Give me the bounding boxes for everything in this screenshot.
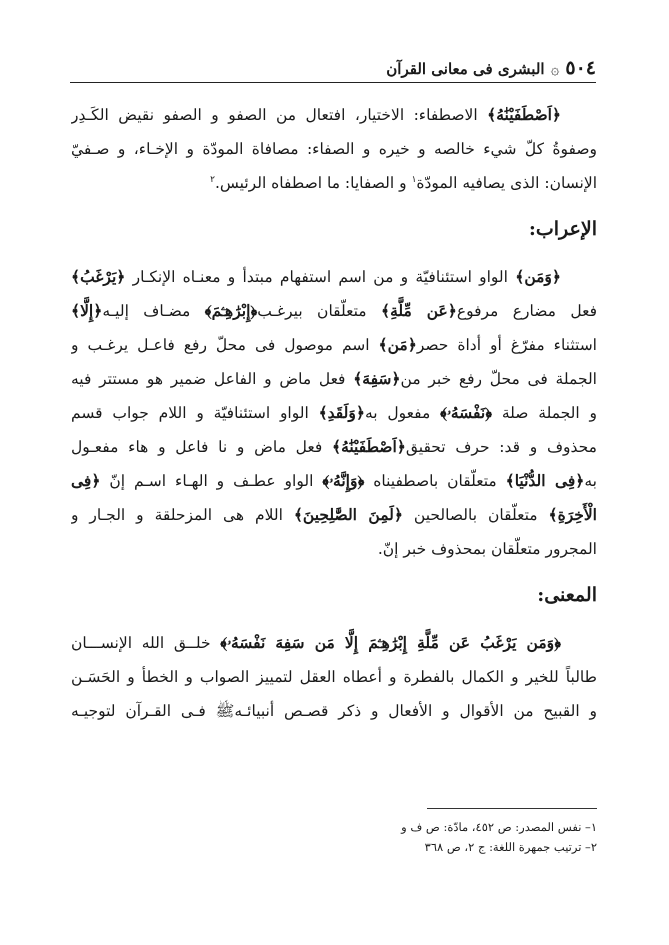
text-run: متعلّقان بيرغـب	[257, 302, 381, 320]
paragraph-line: وصفوةُ كلّ شيء خالصه و خيره و الصفاء: مصافاة المودّة و الإخـاء، و صـفيّ	[71, 140, 597, 158]
text-run: مفعول به	[364, 404, 441, 422]
quran-word: ﴿وَلَقَدِ﴾	[318, 403, 365, 422]
text-run: فعل ماض و نا فاعل و هاء مفعـول	[71, 438, 332, 456]
quran-word: ﴿إِبْرَٰهِـۧمَ﴾	[204, 301, 258, 320]
text-run: خلــق الله الإنســـان	[71, 634, 221, 652]
paragraph-line	[71, 98, 597, 132]
text-run: فعل ماض و الفاعل ضمير هو مستتر فيه	[71, 370, 354, 388]
text-run: مضـاف إليـه	[102, 302, 205, 320]
footnote-2: ٢– ترتيب جمهرة اللغة: ج ٢، ص ٣٦٨	[424, 840, 597, 854]
quran-verse: ﴿وَمَن يَرْغَبُ عَن مِّلَّةِ إِبْرَٰهِـۧمَ إِلَّا مَن سَفِهَ نَفْسَهُۥ﴾	[220, 633, 561, 652]
text-run: الإنسان: الذى يصافيه المودّة	[416, 174, 597, 192]
footnotes	[71, 808, 597, 857]
text-run: استثناء مفرّغ أو أداة حصر	[416, 336, 597, 354]
quran-word: ﴿لَمِنَ الصَّٰلِحِينَ﴾	[293, 505, 403, 524]
paragraph-line: طالباً للخير و الكمال بالفطرة و أعطاه العقل لتمييز الصواب و الخطأ و الحَسَـن	[71, 668, 597, 686]
footnote-marker: ١	[411, 174, 417, 185]
text-run: اسم موصول فى محلّ رفع فاعـل يرغـب و	[71, 336, 379, 354]
paragraph-line	[71, 626, 597, 660]
text-run: الواو عطـف و الهـاء اسـم إنّ	[100, 472, 323, 490]
text-run: متعلّقان بالصالحين	[402, 506, 549, 524]
quran-word: الْأَخِرَةِ﴾	[548, 505, 597, 524]
text-run: و الجملة صلة	[492, 404, 597, 422]
page-body	[71, 98, 597, 728]
paragraph-line	[71, 362, 597, 396]
text-run: محذوف و قد: حرف تحقيق	[405, 438, 597, 456]
text-run: متعلّقان باصطفيناه	[364, 472, 506, 490]
text-run: الاصطفاء: الاختيار، افتعال من الصفو و الصفو نقيض الكَـدِر	[71, 106, 488, 124]
quran-word: ﴿وَإِنَّهُۥ﴾	[322, 471, 365, 490]
ornament-icon: ۞	[550, 60, 560, 78]
paragraph-line	[71, 498, 597, 532]
text-run: الواو استئنافيّة و من اسم استفهام مبتدأ و معنـاه الإنكـار	[125, 268, 516, 286]
paragraph-line: المجرور متعلّقان بمحذوف خبر إنّ.	[377, 540, 597, 558]
paragraph-line	[71, 396, 597, 430]
text-run: فعل مضارع مرفوع	[456, 302, 597, 320]
quran-word: ﴿نَفْسَهُۥ﴾	[440, 403, 493, 422]
text-run: الجملة فى محلّ رفع خبر من	[400, 370, 597, 388]
book-title: البشرى فى معانى القرآن	[386, 60, 545, 78]
paragraph-line	[71, 294, 597, 328]
footnote-1: ١– نفس المصدر: ص ٤٥٢، مادّة: ص ف و	[401, 820, 597, 834]
paragraph-line	[71, 260, 597, 294]
paragraph-line	[71, 430, 597, 464]
quran-word: ﴿وَمَن﴾	[515, 267, 561, 286]
text-run: اللام هى المزحلقة و الجـار و	[71, 506, 294, 524]
footnote-marker: ٢	[210, 174, 215, 185]
quran-word: ﴿سَفِهَ﴾	[353, 369, 401, 388]
section-heading-mana: المعنى:	[537, 584, 597, 606]
text-run: و الصفايا: ما اصطفاه الرئيس.	[214, 174, 412, 192]
paragraph-line	[71, 464, 597, 498]
text-run: به	[584, 472, 597, 490]
page-number: ٥٠٤	[565, 57, 596, 79]
paragraph-line	[71, 328, 597, 362]
section-heading-irab: الإعراب:	[528, 218, 597, 240]
quran-word: ﴿فِى	[71, 471, 101, 490]
text-run: الواو استئنافيّة و اللام جواب قسم	[71, 404, 319, 422]
quran-word: ﴿مَن﴾	[378, 335, 417, 354]
quran-word: ﴿اَصْطَفَيْنَٰهُ﴾	[331, 437, 406, 456]
paragraph-line: و القبيح من الأقوال و الأفعال و ذكر قصـص أنبيائـهﷺ فـى القـرآن لتوجيـه	[71, 702, 597, 720]
quran-word: ﴿اَصْطَفَيْنَٰهُ﴾	[487, 105, 561, 124]
paragraph-line	[71, 166, 597, 200]
quran-word: ﴿إِلَّا﴾	[71, 301, 103, 320]
quran-word: ﴿يَرْغَبُ﴾	[71, 267, 126, 286]
running-header	[70, 52, 596, 83]
quran-word: ﴿عَن مِّلَّةِ﴾	[381, 301, 457, 320]
quran-word: ﴿فِى الدُّنْيَا﴾	[505, 471, 585, 490]
footnote-divider	[427, 808, 597, 809]
